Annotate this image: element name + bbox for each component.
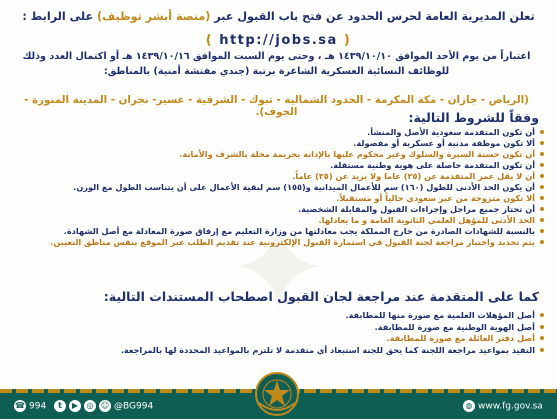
footer-website[interactable]: ◍ www.fg.gov.sa [463, 400, 543, 412]
condition-item: أن تكون المتقدمة حاصلة على هوية وطنية مستقلة. [120, 160, 545, 171]
document-item: أصل الهوية الوطنية مع صورة للمطابقة. [120, 322, 545, 334]
condition-item: ألا تكون موظفة مدنية أو عسكرية أو مفصولة. [120, 138, 545, 149]
documents-list [120, 310, 545, 356]
jobs-url-text[interactable]: http://jobs.sa [219, 33, 338, 48]
condition-item: أن يكون الحد الأدنى للطول (١٦٠) سم للأعمال الميدانية و(١٥٥) سم لبقية الأعمال على أن يتناسب الطول مع الوزن. [120, 182, 545, 193]
regions-text: (الرياض - جازان - مكة المكرمة - الحدود الشمالية - تبوك - الشرقية - عسير- نجران - المدينة المنورة - الجوف). [24, 94, 529, 118]
condition-item: أن تجتاز جميع مراحل وإجراءات القبول والمقابلة الشخصية. [120, 204, 545, 215]
condition-item: يتم تحديد واختيار مراجعة لجنة القبول في استمارة القبول الإلكترونية عند تقديم الطلب عبر الموقع بنفس مناطق التعيين. [120, 237, 545, 248]
condition-item: الحد الأدنى للمؤهل العلمي الثانوية العامة و ما يعادلها. [120, 215, 545, 226]
document-item: أصل المؤهلات العلمية مع صورة منها للمطابقة. [120, 310, 545, 322]
document-item: أصل دفتر العائلة مع صورة للمطابقة. [120, 333, 545, 345]
header [12, 9, 545, 24]
globe-icon: ◍ [463, 400, 475, 412]
jobs-url[interactable]: ( http://jobs.sa ) [205, 33, 352, 48]
emblem-icon [245, 367, 309, 417]
condition-item: أن تكون حسنة السيرة والسلوك وغير محكوم عليها بالإدانة بجريمة مخلة بالشرف والأمانة. [120, 149, 545, 160]
footer-phone: ☎ 994 [15, 401, 47, 412]
phone-icon: ☎ [15, 401, 25, 410]
intro-text: اعتباراً من يوم الأحد الموافق ١٤٣٩/١٠/١٠ هـ ، وحتى يوم السبت الموافق ١٤٣٩/١٠/١٦ هـ أو اكتمال العدد وذلك للوظائف النسائية العسكرية الشاغرة برتبة (جندي مفتشة أمنية) بالمناطق: [22, 51, 531, 77]
condition-item: ألا تكون متزوجة من غير سعودي حالياً أو مستقبلاً. [120, 193, 545, 204]
condition-item: أن لا يقل عمر المتقدمة عن (٢٥) عاما ولا يزيد عن (٣٥) عاماً. [120, 171, 545, 182]
header-text-a: تعلن المديرية العامة لحرس الحدود عن فتح باب القبول عبر [214, 10, 535, 23]
condition-item: أن تكون المتقدمة سعودية الأصل والمنشأ. [120, 127, 545, 138]
footer-twitter[interactable]: @BG994 [114, 401, 154, 412]
social-icons [54, 400, 153, 412]
header-platform: (منصة أبشر توظيف) [97, 10, 211, 23]
watermark-emblem: ✦ [228, 200, 329, 339]
conditions-list [50, 127, 545, 248]
instagram-icon[interactable]: ◎ [84, 400, 96, 412]
documents-title: كما على المتقدمة عند مراجعة لجان القبول اصطحاب المستندات التالية: [103, 289, 539, 304]
snapchat-icon[interactable]: ☺ [100, 401, 110, 410]
condition-item: بالنسبة للشهادات الصادرة من خارج المملكة يجب معادلتها من وزارة التعليم مع إرفاق صورة المعادلة مع أصل الشهادة. [120, 226, 545, 237]
conditions-title: وفقاً للشروط التالية: [408, 110, 539, 125]
twitter-icon[interactable]: t [54, 400, 66, 412]
youtube-icon[interactable]: ▶ [69, 400, 81, 412]
header-text-c: على الرابط : [22, 10, 94, 23]
document-item: التقيد بمواعيد مراجعة اللجنة كما يحق للجنة استبعاد أي متقدمة لا تلتزم بالمواعيد المحددة لها بالمراجعة. [120, 345, 545, 357]
